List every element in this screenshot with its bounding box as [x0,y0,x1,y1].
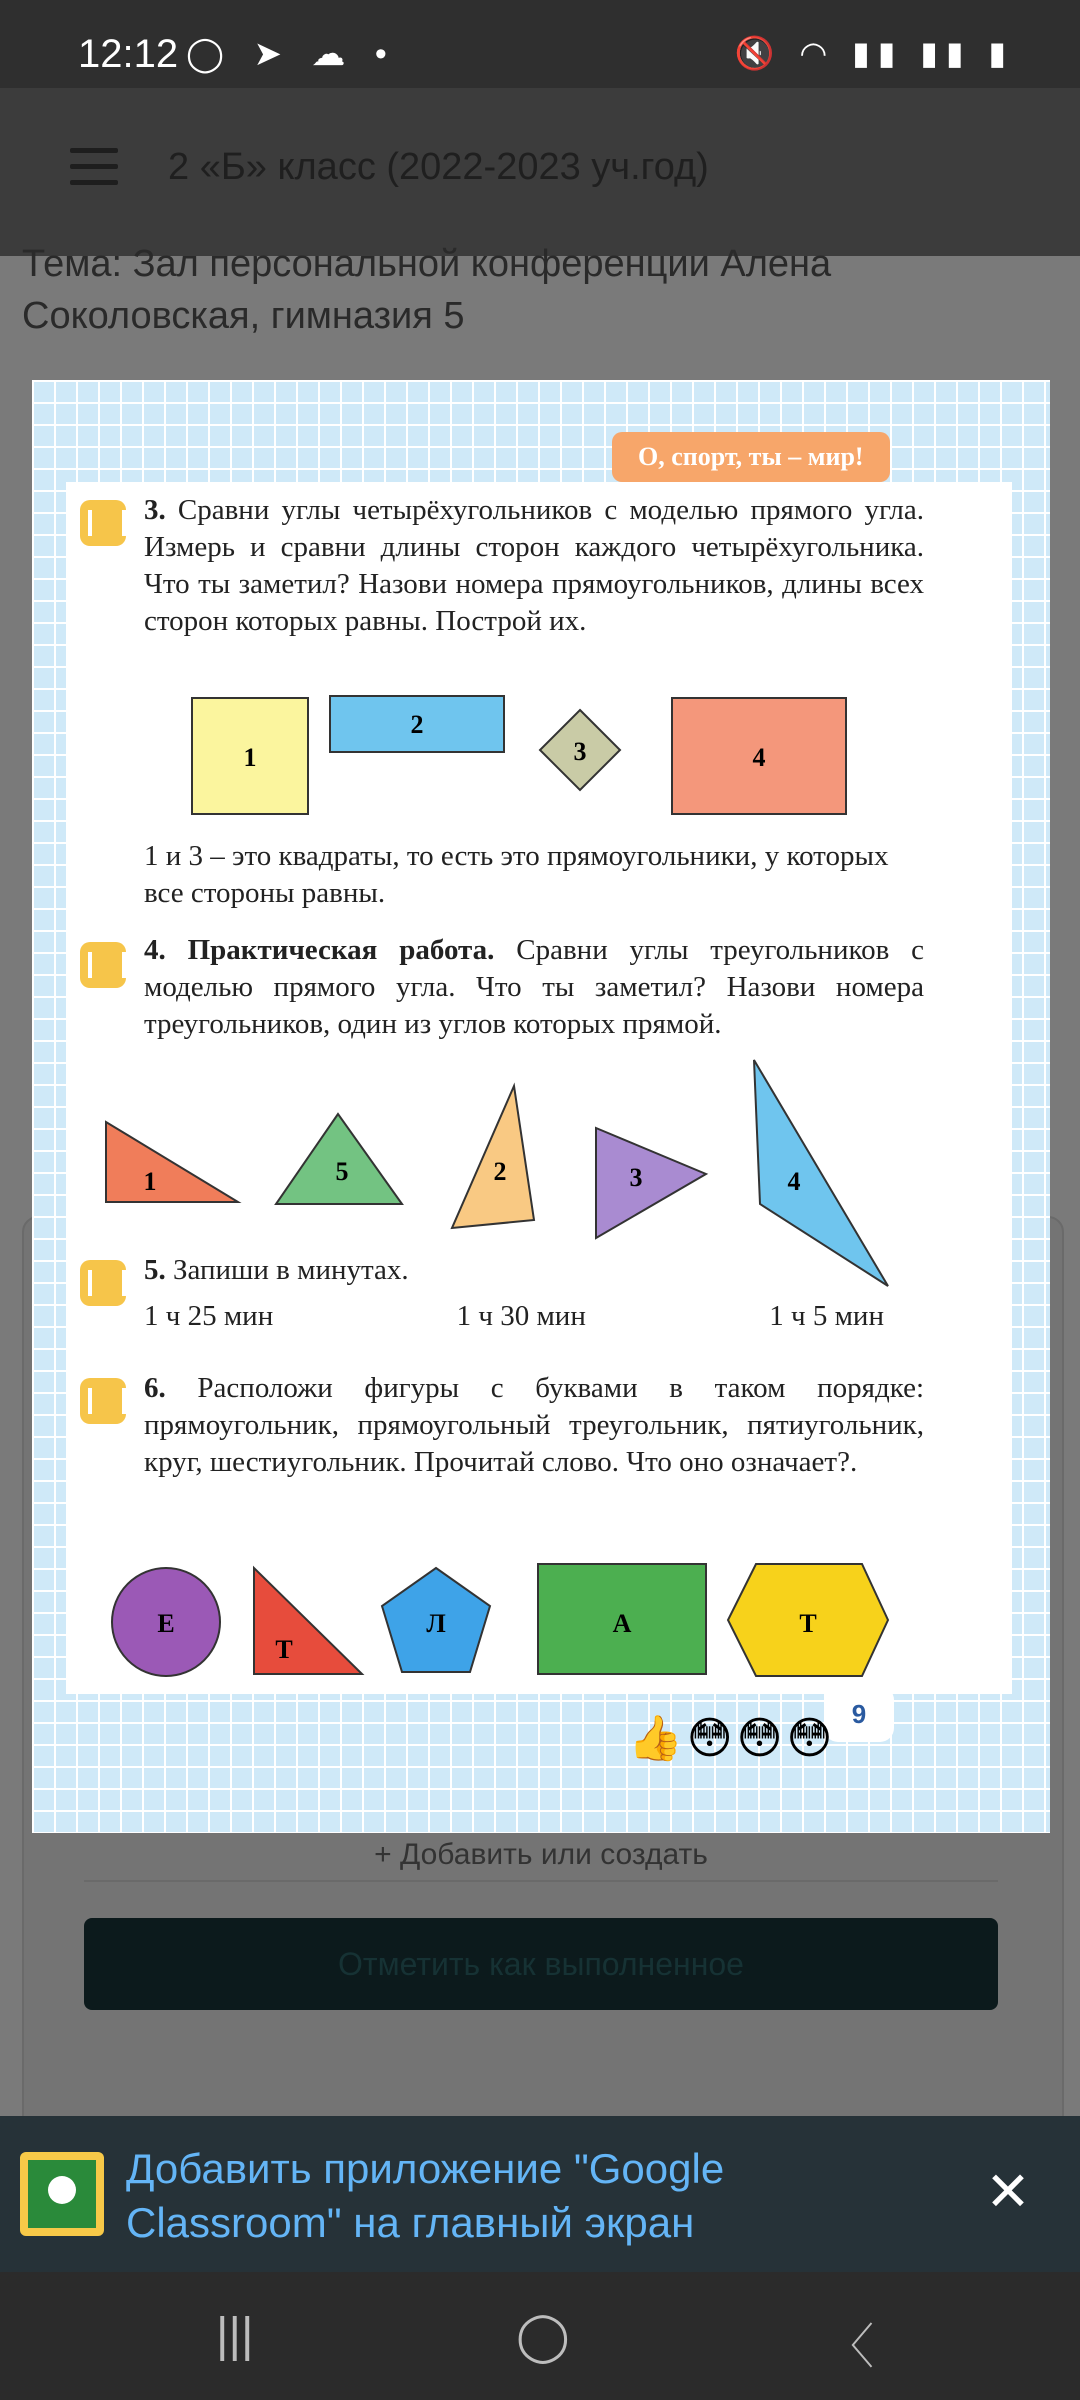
quad-label-2: 2 [410,710,424,739]
quad-label-4: 4 [752,743,766,772]
class-title: 2 «Б» класс (2022-2023 уч.год) [168,146,709,188]
topic-line-2: Соколовская, гимназия 5 [22,295,465,337]
textbook-figures [32,380,1050,1833]
letter-t2: Т [799,1609,817,1638]
exercise-4-heading: Практическая работа. [187,934,495,966]
exercise-5-text: Запиши в минутах. [173,1254,409,1286]
mark-done-button[interactable]: Отметить как выполненное [84,1918,998,2010]
emoji-reaction: 👍😳😳😳 [628,1714,837,1763]
letter-l: Л [426,1609,446,1638]
triangle-label-5: 5 [335,1157,349,1186]
exercise-6-number: 6. [144,1372,166,1404]
add-work-row[interactable]: + Добавить или создать [84,1790,998,1882]
home-icon[interactable]: ◯ [516,2310,570,2363]
notification-icons: ◯ ➤ ☁ • [186,35,397,73]
quad-label-1: 1 [243,743,257,772]
time-value-2: 1 ч 30 мин [456,1300,586,1332]
time-value-3: 1 ч 5 мин [769,1300,884,1332]
exercise-6-icon [80,1378,126,1424]
exercise-4-text: Сравни углы треугольников с моделью прямого угла. Что ты заметил? Назови номера треугольников, один из углов которых прямой. [144,934,924,1040]
back-icon[interactable]: 〈 [826,2321,875,2374]
exercise-6 [144,1370,924,1481]
triangle-label-3: 3 [629,1163,643,1192]
google-classroom-logo-icon [20,2152,104,2236]
system-icons: 🔇 ◠ ▮▮ ▮▮ ▮ [734,35,1014,71]
status-time: 12:12 [78,32,179,76]
triangle-label-4: 4 [787,1167,801,1196]
system-nav-bar [0,2272,1080,2400]
exercise-4-number: 4. [144,934,166,966]
triangle-label-2: 2 [493,1157,507,1186]
install-banner-text[interactable]: Добавить приложение "Google Classroom" на главный экран [126,2145,725,2246]
exercise-3-number: 3. [144,494,166,526]
exercise-3-text: Сравни углы четырёхугольников с моделью прямого угла. Измерь и сравни длины сторон каждого четырёхугольника. Что ты заметил? Назови номера прямоугольников, длины всех сторон которых равны. Построй их. [144,494,924,637]
close-icon[interactable]: ✕ [985,2162,1031,2222]
time-value-1: 1 ч 25 мин [144,1300,274,1332]
letter-e: Е [157,1609,175,1638]
exercise-5-number: 5. [144,1254,166,1286]
page-number: 9 [824,1686,894,1742]
quad-label-3: 3 [573,737,587,766]
chapter-tag: О, спорт, ты – мир! [612,432,890,482]
exercise-6-text: Расположи фигуры с буквами в таком порядке: прямоугольник, прямоугольный треугольник, пятиугольник, круг, шестиугольник. Прочитай слово. Что оно означает?. [144,1372,924,1478]
app-bar [0,88,1080,256]
exercise-5-icon [80,1260,126,1306]
topic-text [22,238,1022,342]
install-app-banner[interactable] [0,2116,1080,2272]
exercise-4-icon [80,942,126,988]
menu-icon[interactable] [70,148,118,188]
exercise-4 [144,932,924,1043]
status-bar [0,0,1080,88]
letter-a: А [612,1609,632,1638]
time-values [144,1300,884,1333]
triangle-1 [106,1122,238,1202]
exercise-3-answer: 1 и 3 – это квадраты, то есть это прямоугольники, у которых все стороны равны. [144,840,889,909]
exercise-5 [144,1252,924,1289]
topic-line-1: Тема: Зал персональной конференции Алена [22,243,832,285]
textbook-page-image [32,380,1050,1833]
triangle-label-1: 1 [143,1167,157,1196]
letter-t1: Т [275,1635,293,1664]
triangle-3 [596,1128,706,1238]
letter-right-triangle [254,1568,362,1674]
recent-apps-icon[interactable]: ||| [216,2309,254,2362]
